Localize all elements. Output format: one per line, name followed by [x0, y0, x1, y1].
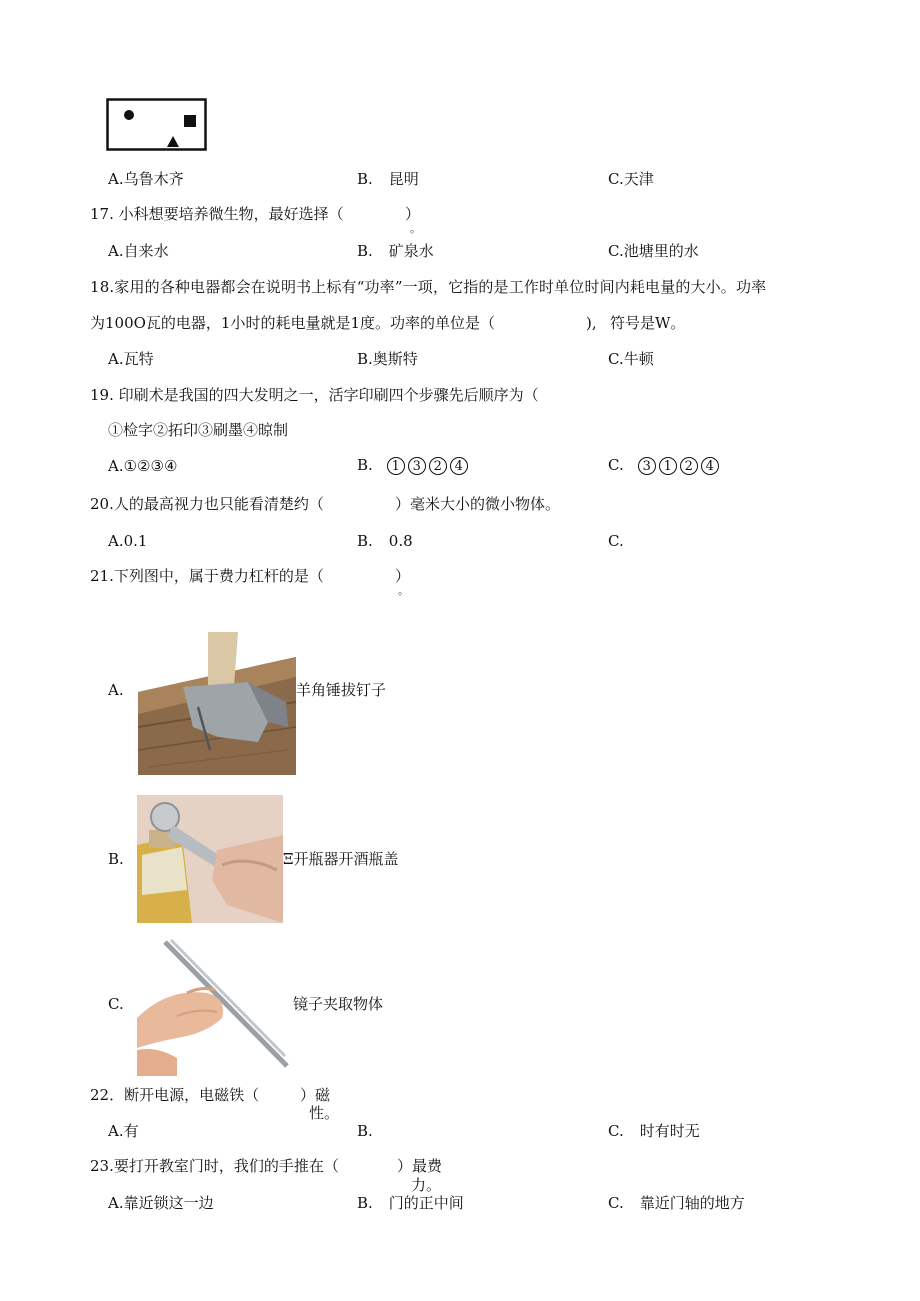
- q21-dot: 。: [398, 584, 409, 597]
- q19-option-c-letter: C.: [608, 456, 624, 474]
- q17-option-b[interactable]: [357, 244, 434, 259]
- q22-wrap: 性。: [309, 1104, 340, 1122]
- q18-line2-tail: 符号是W。: [610, 314, 686, 332]
- q19-option-c[interactable]: [608, 457, 722, 475]
- q20-tail: ）毫米大小的微小物体。: [395, 495, 561, 513]
- shapes-figure: [106, 98, 208, 152]
- q17-stem: 17. 小科想要培养微生物，最好选择（: [90, 205, 344, 223]
- square-shape: [184, 115, 196, 127]
- q20-option-b-text: 0.8: [388, 532, 413, 550]
- q21-option-b-letter[interactable]: B.: [108, 850, 124, 868]
- q21-option-a-letter[interactable]: A.: [108, 681, 124, 699]
- q16-option-b-text: 昆明: [388, 170, 419, 188]
- q22-option-c-text: 时有时无: [639, 1122, 700, 1140]
- q22-close: ）磁: [300, 1086, 331, 1104]
- q22-option-c-letter: C.: [608, 1122, 624, 1140]
- q19-c-step-4: 4: [701, 457, 719, 475]
- q19-option-b[interactable]: [357, 457, 471, 475]
- q19-c-step-3: 2: [680, 457, 698, 475]
- q18-option-b[interactable]: B.奥斯特: [357, 350, 418, 368]
- hammer-photo[interactable]: [138, 632, 296, 775]
- dot-shape: [124, 110, 134, 120]
- q18-line2-close: ),: [586, 314, 597, 332]
- q23-option-c-letter: C.: [608, 1194, 624, 1212]
- q18-option-a[interactable]: A.瓦特: [108, 350, 154, 368]
- q23-stem: 23.要打开教室门时，我们的手推在（: [90, 1157, 339, 1175]
- q17-option-c[interactable]: C.池塘里的水: [608, 242, 699, 260]
- q16-option-b[interactable]: [357, 172, 419, 187]
- q21-option-c-caption: 镜子夹取物体: [293, 995, 384, 1013]
- q17-dot: 。: [410, 222, 421, 235]
- tweezers-photo[interactable]: [137, 938, 289, 1076]
- q19-c-step-1: 3: [638, 457, 656, 475]
- q19-c-step-2: 1: [659, 457, 677, 475]
- q20-option-a[interactable]: A.0.1: [108, 532, 148, 550]
- q19-option-b-letter: B.: [357, 456, 373, 474]
- q22-option-a[interactable]: A.有: [108, 1122, 139, 1140]
- triangle-shape: [167, 136, 179, 147]
- q23-option-b-text: 门的正中间: [388, 1194, 464, 1212]
- q20-stem: 20.人的最高视力也只能看清楚约（: [90, 495, 324, 513]
- q17-close: ）: [405, 205, 421, 223]
- q19-stem: 19. 印刷术是我国的四大发明之一，活字印刷四个步骤先后顺序为（: [90, 386, 539, 404]
- q16-option-c[interactable]: C.天津: [608, 170, 654, 188]
- q23-option-c[interactable]: [608, 1196, 745, 1211]
- q22-option-c[interactable]: [608, 1124, 700, 1139]
- q19-b-step-3: 2: [429, 457, 447, 475]
- q19-option-a[interactable]: A.①②③④: [108, 457, 178, 475]
- q17-option-b-text: 矿泉水: [388, 242, 434, 260]
- q18-line1: 18.家用的各种电器都会在说明书上标有“功率”一项，它指的是工作时单位时间内耗电量的大小。功率: [90, 278, 767, 296]
- q19-b-step-1: 1: [387, 457, 405, 475]
- q19-b-step-2: 3: [408, 457, 426, 475]
- q23-wrap: 力。: [411, 1176, 442, 1194]
- bottle-opener-illustration: [137, 795, 283, 923]
- q23-option-b[interactable]: [357, 1196, 464, 1211]
- hammer-illustration: [138, 632, 296, 775]
- q23-option-a[interactable]: A.靠近锁这一边: [108, 1194, 214, 1212]
- q19-steps: ①检字②拓印③刷墨④晾制: [108, 421, 289, 439]
- q23-option-b-letter: B.: [357, 1194, 373, 1212]
- tweezers-illustration: [137, 938, 289, 1076]
- q17-option-b-letter: B.: [357, 242, 373, 260]
- q22-stem: 22．断开电源，电磁铁（: [90, 1086, 260, 1104]
- q17-option-a[interactable]: A.自来水: [108, 242, 169, 260]
- q21-option-a-caption: 羊角锤拔钉子: [296, 681, 387, 699]
- q18-line2: 为100O瓦的电器，1小时的耗电量就是1度。功率的单位是（: [90, 314, 496, 332]
- q23-option-c-text: 靠近门轴的地方: [639, 1194, 745, 1212]
- q21-stem: 21.下列图中，属于费力杠杆的是（: [90, 567, 324, 585]
- q22-option-b[interactable]: B.: [357, 1122, 373, 1140]
- q20-option-b-letter: B.: [357, 532, 373, 550]
- q19-b-step-4: 4: [450, 457, 468, 475]
- q16-option-b-letter: B.: [357, 170, 373, 188]
- q20-option-c[interactable]: C.: [608, 532, 624, 550]
- q23-close: ）最费: [397, 1157, 443, 1175]
- q21-option-c-letter[interactable]: C.: [108, 995, 124, 1013]
- q18-option-c[interactable]: C.牛顿: [608, 350, 654, 368]
- q21-option-b-caption: Ξ开瓶器开酒瓶盖: [283, 850, 399, 868]
- bottle-opener-photo[interactable]: [137, 795, 283, 923]
- q21-close: ）: [395, 567, 411, 585]
- q16-option-a[interactable]: A.乌鲁木齐: [108, 170, 184, 188]
- q20-option-b[interactable]: [357, 534, 413, 549]
